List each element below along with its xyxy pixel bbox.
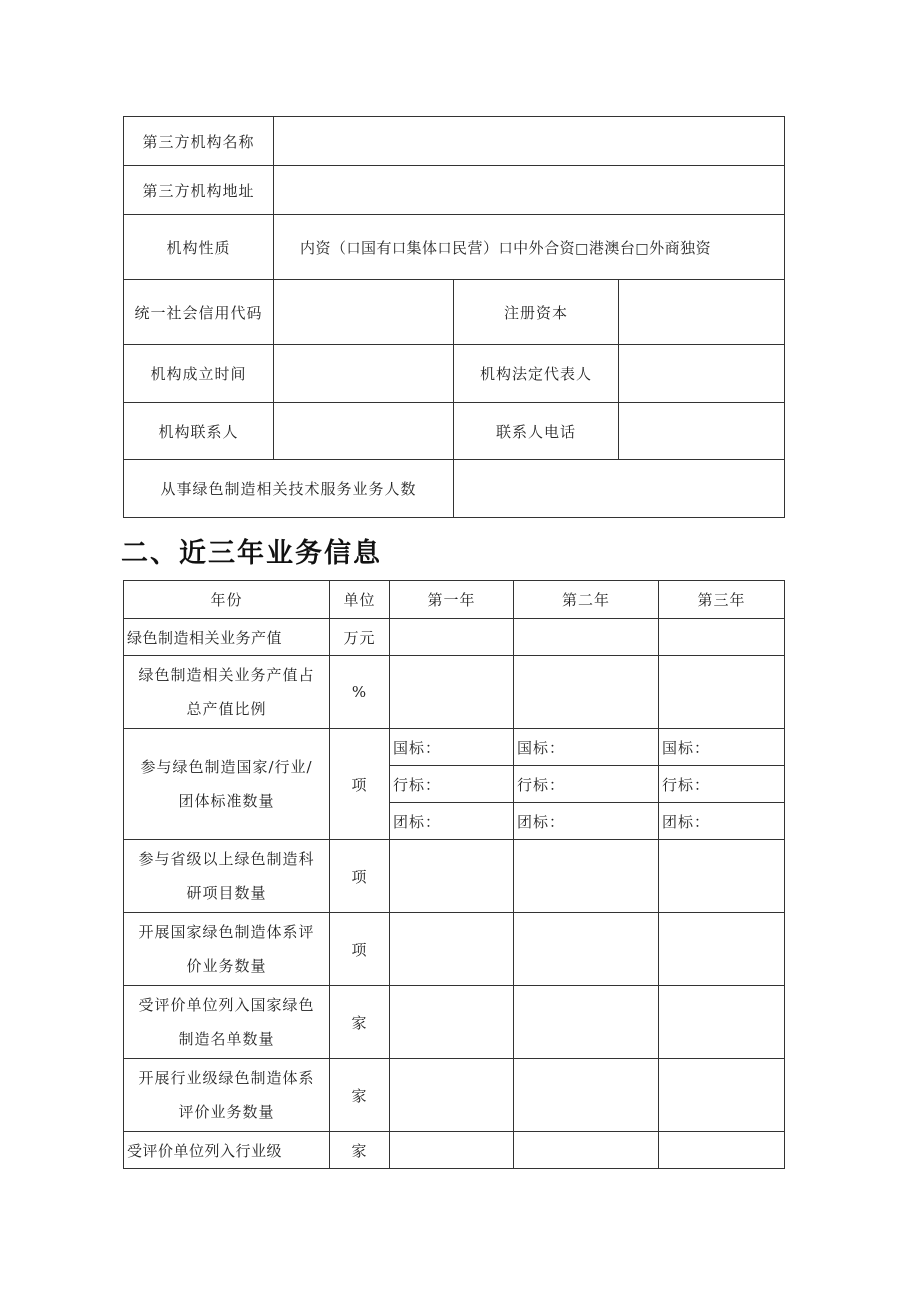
value-cell[interactable] xyxy=(659,1059,785,1132)
row-label-line1: 参与省级以上绿色制造科 xyxy=(138,850,315,868)
row-label-line1: 开展行业级绿色制造体系 xyxy=(138,1069,315,1087)
value-cell[interactable] xyxy=(514,913,659,986)
value-cell[interactable] xyxy=(390,840,514,913)
option-foreign-owned: 外商独资 xyxy=(649,238,712,257)
value-cell[interactable] xyxy=(514,1059,659,1132)
group-standard-cell[interactable]: 团标： xyxy=(659,803,785,840)
row-label xyxy=(124,913,330,986)
row-label xyxy=(124,986,330,1059)
option-collective: 集体 xyxy=(406,238,438,257)
table-row xyxy=(124,913,785,986)
row-label: 绿色制造相关业务产值 xyxy=(124,619,330,656)
value-cell[interactable] xyxy=(514,1132,659,1169)
reg-capital-label: 注册资本 xyxy=(454,280,619,345)
row-label-line2: 评价业务数量 xyxy=(178,1103,275,1121)
national-standard-cell[interactable]: 国标： xyxy=(659,729,785,766)
checkbox-joint-venture[interactable]: 口 xyxy=(498,240,514,257)
table-row xyxy=(124,619,785,656)
row-label xyxy=(124,656,330,729)
row-unit: 项 xyxy=(330,840,390,913)
value-cell[interactable] xyxy=(390,656,514,729)
row-label: 受评价单位列入行业级 xyxy=(124,1132,330,1169)
row-label-line2: 总产值比例 xyxy=(186,700,267,718)
org-address-label: 第三方机构地址 xyxy=(124,166,274,215)
checkbox-collective[interactable]: 口 xyxy=(392,240,407,257)
row-unit: 家 xyxy=(330,1132,390,1169)
row-label-line2: 价业务数量 xyxy=(186,957,267,975)
value-cell[interactable] xyxy=(390,1059,514,1132)
contact-phone-field[interactable] xyxy=(619,403,785,460)
national-standard-cell[interactable]: 国标： xyxy=(390,729,514,766)
value-cell[interactable] xyxy=(514,840,659,913)
business-info-table xyxy=(123,580,785,1169)
row-label xyxy=(124,729,330,840)
checkbox-private[interactable]: 口 xyxy=(437,240,453,257)
table-row xyxy=(124,840,785,913)
national-standard-cell[interactable]: 国标： xyxy=(514,729,659,766)
table-row xyxy=(124,729,785,766)
row-unit: 项 xyxy=(330,729,390,840)
value-cell[interactable] xyxy=(659,619,785,656)
group-standard-cell[interactable]: 团标： xyxy=(390,803,514,840)
option-joint-venture: 中外合资 xyxy=(513,238,576,257)
row-label-line2: 研项目数量 xyxy=(186,884,267,902)
section-title: 二、近三年业务信息 xyxy=(121,538,382,569)
value-cell[interactable] xyxy=(659,986,785,1059)
founded-field[interactable] xyxy=(274,345,454,403)
table-row xyxy=(124,1059,785,1132)
contact-field[interactable] xyxy=(274,403,454,460)
table-row xyxy=(124,656,785,729)
group-standard-cell[interactable]: 团标： xyxy=(514,803,659,840)
value-cell[interactable] xyxy=(659,656,785,729)
org-name-field[interactable] xyxy=(274,117,785,166)
org-address-field[interactable] xyxy=(274,166,785,215)
contact-label: 机构联系人 xyxy=(124,403,274,460)
org-nature-options xyxy=(274,215,785,280)
contact-phone-label: 联系人电话 xyxy=(454,403,619,460)
header-year-2: 第二年 xyxy=(514,581,659,619)
row-label-line1: 受评价单位列入国家绿色 xyxy=(138,996,315,1014)
row-label-line2: 制造名单数量 xyxy=(178,1030,275,1048)
org-nature-label: 机构性质 xyxy=(124,215,274,280)
row-unit: % xyxy=(330,656,390,729)
option-state-owned: 国有 xyxy=(361,238,393,257)
header-year: 年份 xyxy=(124,581,330,619)
option-private: 民营） xyxy=(452,238,499,257)
row-label xyxy=(124,1059,330,1132)
value-cell[interactable] xyxy=(390,1132,514,1169)
checkbox-state-owned[interactable]: 口 xyxy=(346,240,362,257)
industry-standard-cell[interactable]: 行标： xyxy=(514,766,659,803)
checkbox-foreign-owned[interactable]: □ xyxy=(635,240,650,257)
row-unit: 家 xyxy=(330,986,390,1059)
credit-code-label: 统一社会信用代码 xyxy=(124,280,274,345)
staff-count-label: 从事绿色制造相关技术服务业务人数 xyxy=(124,460,454,518)
value-cell[interactable] xyxy=(659,840,785,913)
row-unit: 万元 xyxy=(330,619,390,656)
org-name-label: 第三方机构名称 xyxy=(124,117,274,166)
table-row xyxy=(124,986,785,1059)
header-year-3: 第三年 xyxy=(659,581,785,619)
industry-standard-cell[interactable]: 行标： xyxy=(659,766,785,803)
row-label xyxy=(124,840,330,913)
table-row xyxy=(124,1132,785,1169)
checkbox-hk-macao-taiwan[interactable]: □ xyxy=(575,240,589,257)
row-label-line1: 参与绿色制造国家/行业/ xyxy=(140,758,313,776)
value-cell[interactable] xyxy=(390,913,514,986)
credit-code-field[interactable] xyxy=(274,280,454,345)
header-year-1: 第一年 xyxy=(390,581,514,619)
reg-capital-field[interactable] xyxy=(619,280,785,345)
header-unit: 单位 xyxy=(330,581,390,619)
row-unit: 家 xyxy=(330,1059,390,1132)
org-info-table xyxy=(123,116,785,518)
founded-label: 机构成立时间 xyxy=(124,345,274,403)
value-cell[interactable] xyxy=(659,913,785,986)
value-cell[interactable] xyxy=(514,986,659,1059)
value-cell[interactable] xyxy=(390,619,514,656)
legal-rep-field[interactable] xyxy=(619,345,785,403)
value-cell[interactable] xyxy=(659,1132,785,1169)
row-label-line1: 绿色制造相关业务产值占 xyxy=(138,666,315,684)
nature-domestic-prefix: 内资（ xyxy=(300,238,347,257)
legal-rep-label: 机构法定代表人 xyxy=(454,345,619,403)
industry-standard-cell[interactable]: 行标： xyxy=(390,766,514,803)
value-cell[interactable] xyxy=(514,619,659,656)
value-cell[interactable] xyxy=(514,656,659,729)
staff-count-field[interactable] xyxy=(454,460,785,518)
row-unit: 项 xyxy=(330,913,390,986)
value-cell[interactable] xyxy=(390,986,514,1059)
option-hk-macao-taiwan: 港澳台 xyxy=(588,238,636,257)
row-label-line2: 团体标准数量 xyxy=(178,792,275,810)
row-label-line1: 开展国家绿色制造体系评 xyxy=(138,923,315,941)
